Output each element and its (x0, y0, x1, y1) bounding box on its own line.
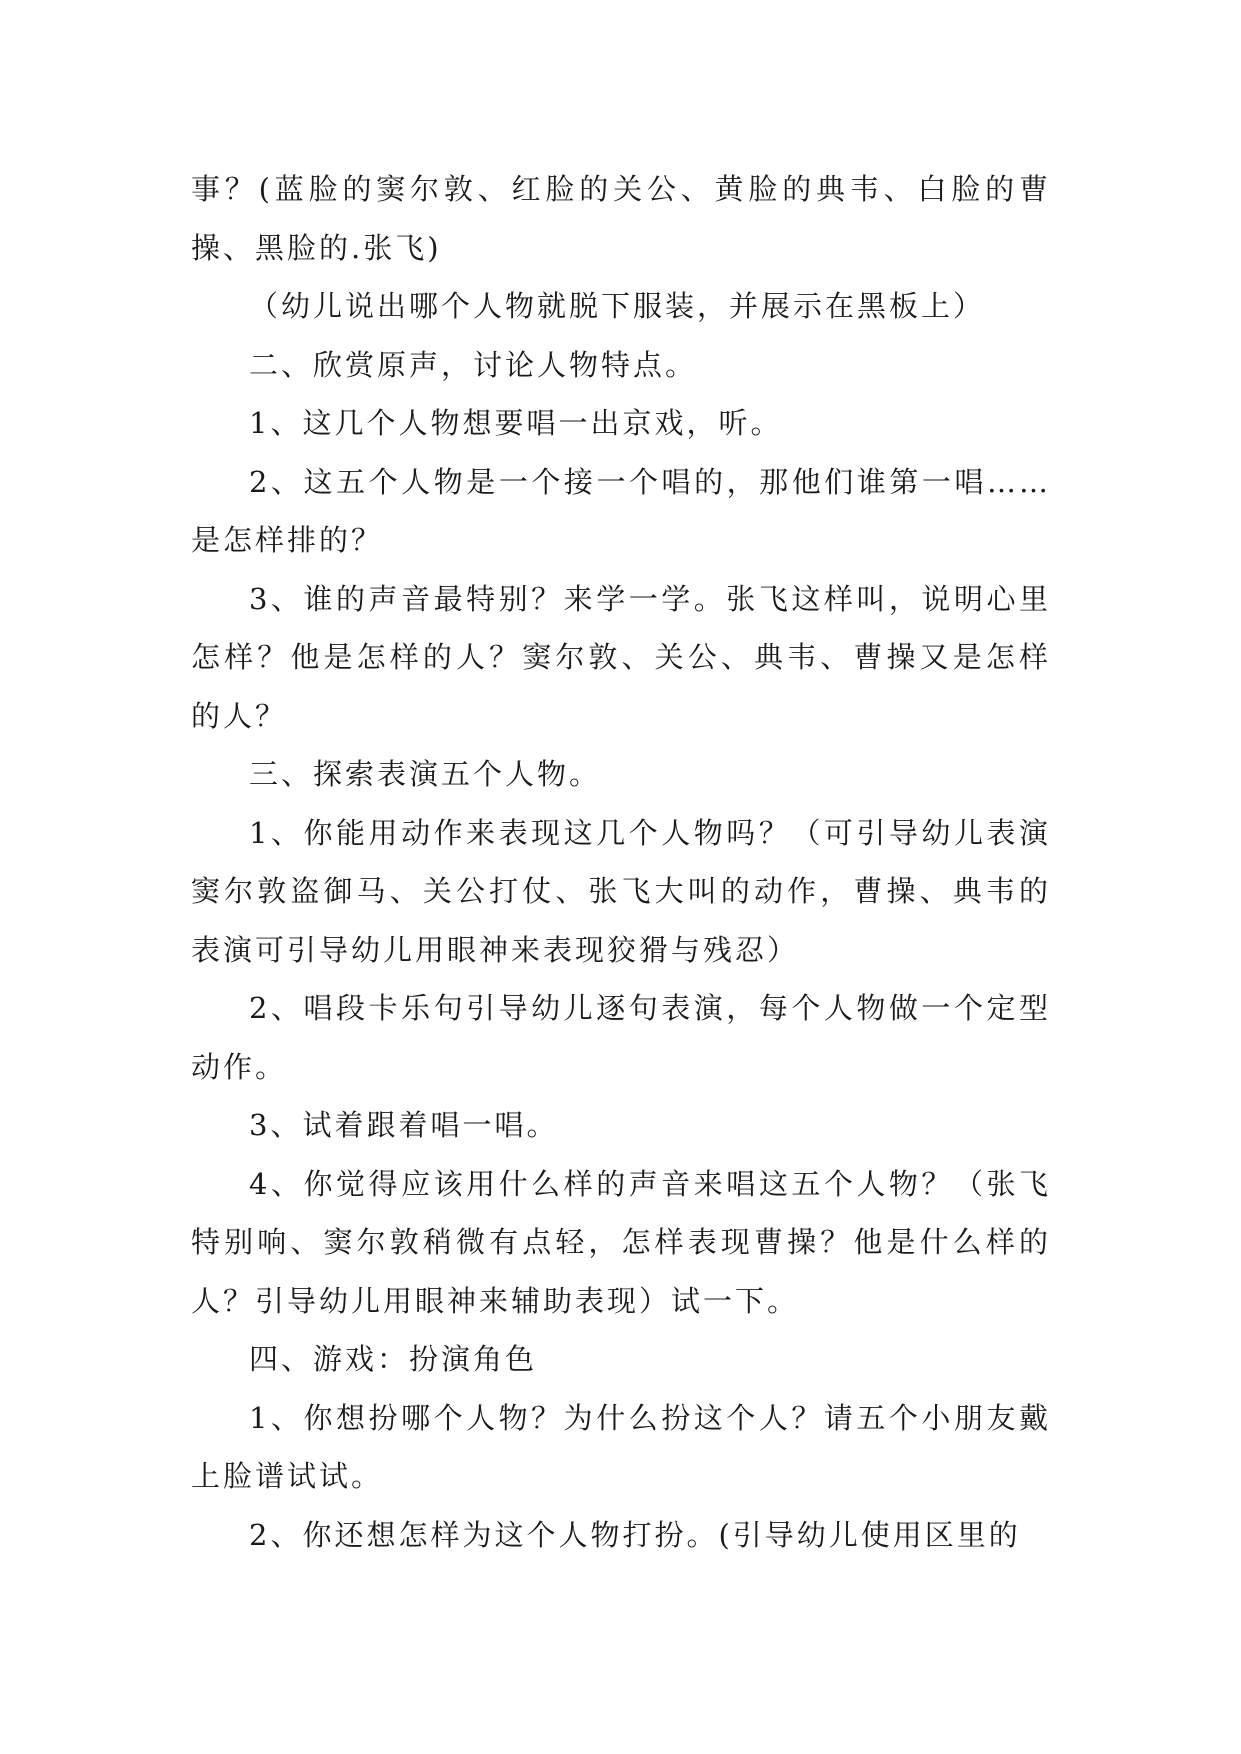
section-heading-4: 四、游戏：扮演角色 (249, 1342, 538, 1376)
paragraph-4: 1、这几个人物想要唱一出京戏，听。 (249, 406, 783, 440)
paragraph-5: 2、这五个人物是一个接一个唱的，那他们谁第一唱……是怎样排的？ (191, 464, 1051, 557)
paragraph-10: 3、试着跟着唱一唱。 (249, 1108, 559, 1142)
paragraph-11: 4、你觉得应该用什么样的声音来唱这五个人物？（张飞特别响、窦尔敦稍微有点轻，怎样表现曹操？他是什么样的人？引导幼儿用眼神来辅助表现）试一下。 (191, 1166, 1051, 1318)
paragraph-1: 事？(蓝脸的窦尔敦、红脸的关公、黄脸的典韦、白脸的曹操、黑脸的.张飞) (191, 172, 1051, 265)
document-body (191, 160, 1051, 1564)
paragraph-14: 2、你还想怎样为这个人物打扮。(引导幼儿使用区里的 (249, 1517, 1021, 1552)
paragraph-9: 2、唱段卡乐句引导幼儿逐句表演，每个人物做一个定型动作。 (191, 991, 1051, 1084)
paragraph-2: （幼儿说出哪个人物就脱下服装，并展示在黑板上） (249, 289, 986, 323)
section-heading-3: 三、探索表演五个人物。 (249, 757, 602, 791)
section-heading-2: 二、欣赏原声，讨论人物特点。 (249, 347, 698, 382)
paragraph-6: 3、谁的声音最特别？来学一学。张飞这样叫，说明心里怎样？他是怎样的人？窦尔敦、关公、典韦、曹操又是怎样的人？ (191, 581, 1051, 733)
paragraph-8: 1、你能用动作来表现这几个人物吗？（可引导幼儿表演窦尔敦盗御马、关公打仗、张飞大叫的动作，曹操、典韦的表演可引导幼儿用眼神来表现狡猾与残忍） (191, 815, 1051, 967)
paragraph-13: 1、你想扮哪个人物？为什么扮这个人？请五个小朋友戴上脸谱试试。 (191, 1400, 1051, 1493)
